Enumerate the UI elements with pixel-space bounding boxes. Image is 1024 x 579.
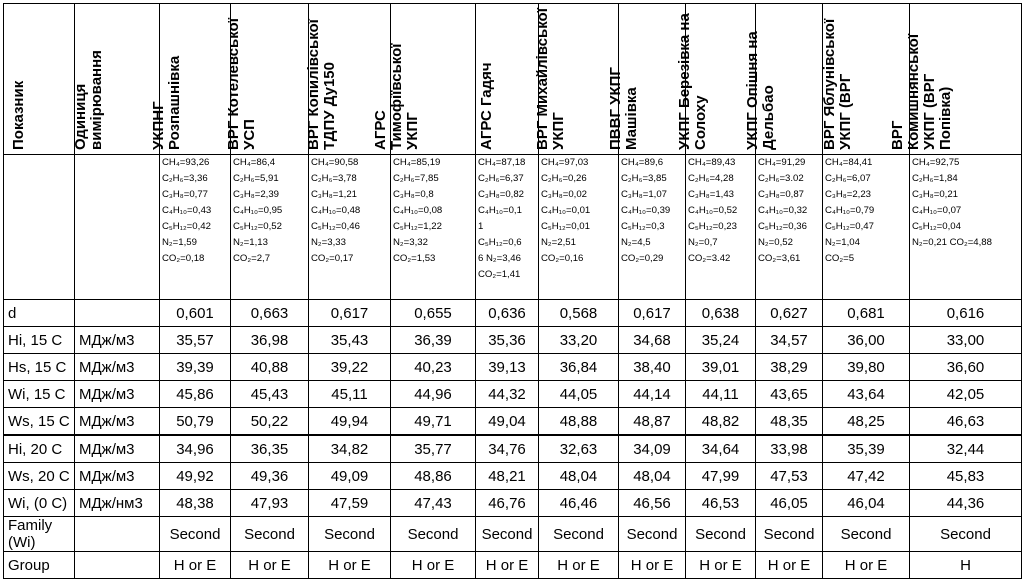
row-label: Hs, 15 C [4,354,75,381]
value-cell: 36,98 [231,327,309,354]
value-cell: 35,36 [476,327,539,354]
data-row [4,552,1022,579]
value-cell: 49,94 [309,408,391,436]
value-cell: 0,568 [539,300,619,327]
value-cell: 32,63 [539,435,619,463]
header-text: УКПГ Березівка на Солоху [675,13,709,150]
value-cell: H or E [309,552,391,579]
value-cell: H or E [756,552,823,579]
value-cell: H or E [619,552,686,579]
header-text: ВРГ Яблунівської УКПГ (ВРГ [821,18,854,150]
value-cell: 48,21 [476,463,539,490]
value-cell: 36,39 [391,327,476,354]
value-cell: 39,13 [476,354,539,381]
value-cell: 40,23 [391,354,476,381]
value-cell: Second [476,517,539,552]
value-cell: 34,09 [619,435,686,463]
value-cell: 0,655 [391,300,476,327]
value-cell: H or E [686,552,756,579]
value-cell: Second [619,517,686,552]
value-cell: 39,01 [686,354,756,381]
value-cell: 0,636 [476,300,539,327]
composition-text: CH₄=97,03 C₂H₆=0,26 C₃H₈=0,02 C₄H₁₀=0,01 C₅H₁₂=0,01 N₂=2,51 CO₂=0,16 [541,157,591,264]
value-cell: Second [391,517,476,552]
header-text: ВРГ Котелевської УСП [224,18,258,150]
value-cell: 35,39 [823,435,910,463]
value-cell: H or E [160,552,231,579]
value-cell: 39,39 [160,354,231,381]
value-cell: 45,43 [231,381,309,408]
value-cell: 36,00 [823,327,910,354]
value-cell: 0,617 [309,300,391,327]
value-cell: 43,65 [756,381,823,408]
data-row [4,408,1022,436]
value-cell: 49,09 [309,463,391,490]
header-text: УКПНГ Розпашнівка [150,55,183,150]
row-unit: МДж/м3 [75,327,160,354]
value-cell: Second [309,517,391,552]
value-cell: 46,56 [619,490,686,517]
row-unit [75,517,160,552]
value-cell: 47,53 [756,463,823,490]
data-row [4,463,1022,490]
data-row [4,381,1022,408]
value-cell: Second [823,517,910,552]
value-cell: 49,92 [160,463,231,490]
header-text: ВРГ Копилівської ТДПУ Ду150 [304,19,338,150]
header-unit [72,4,160,155]
value-cell: 39,22 [309,354,391,381]
composition-cell [686,155,756,300]
value-cell: 39,80 [823,354,910,381]
value-cell: 46,63 [910,408,1022,436]
value-cell: 34,76 [476,435,539,463]
value-cell: 44,32 [476,381,539,408]
value-cell: 34,68 [619,327,686,354]
composition-cell [309,155,391,300]
value-cell: 44,14 [619,381,686,408]
row-unit: МДж/м3 [75,408,160,436]
value-cell: 35,24 [686,327,756,354]
composition-text: CH₄=87,18 C₂H₆=6,37 C₃H₈=0,82 C₄H₁₀=0,1 1 C₅H₁₂=0,6 6 N₂=3,46 CO₂=1,41 [478,157,526,280]
value-cell: 44,05 [539,381,619,408]
value-cell: Second [160,517,231,552]
value-cell: 47,43 [391,490,476,517]
data-row [4,327,1022,354]
value-cell: 48,38 [160,490,231,517]
header-column [476,4,539,155]
value-cell: 0,627 [756,300,823,327]
value-cell: 48,04 [539,463,619,490]
composition-text: CH₄=89,43 C₂H₆=4,28 C₃H₈=1,43 C₄H₁₀=0,52 C₅H₁₂=0,23 N₂=0,7 CO₂=3.42 [688,157,738,264]
header-text: АГРС Гадяч [478,62,495,150]
row-label: Hi, 20 C [4,435,75,463]
value-cell: 34,82 [309,435,391,463]
value-cell: 48,35 [756,408,823,436]
empty-cell [75,155,160,300]
header-row [4,4,1022,155]
value-cell: 48,82 [686,408,756,436]
composition-cell [823,155,910,300]
row-unit [75,300,160,327]
header-text: ВРГ Комишнянської УКПГ (ВРГ Попівка) [888,33,954,150]
row-label: Ws, 15 C [4,408,75,436]
row-unit: МДж/нм3 [75,490,160,517]
composition-text: CH₄=84,41 C₂H₆=6,07 C₃H₈=2,23 C₄H₁₀=0,79 C₅H₁₂=0,47 N₂=1,04 CO₂=5 [825,157,875,264]
value-cell: Second [756,517,823,552]
row-label: Family (Wi) [4,517,75,552]
value-cell: 40,88 [231,354,309,381]
value-cell: 47,42 [823,463,910,490]
value-cell: H [910,552,1022,579]
value-cell: 45,83 [910,463,1022,490]
value-cell: Second [231,517,309,552]
header-text: ПВВГ УКПГ Машівка [607,67,640,150]
value-cell: H or E [391,552,476,579]
composition-text: CH₄=85,19 C₂H₆=7,85 C₃H₈=0,8 C₄H₁₀=0,08 C₅H₁₂=1,22 N₂=3,32 CO₂=1,53 [393,157,443,264]
empty-cell [4,155,75,300]
row-unit: МДж/м3 [75,463,160,490]
composition-cell [910,155,1022,300]
composition-cell [160,155,231,300]
value-cell: 47,59 [309,490,391,517]
value-cell: 45,11 [309,381,391,408]
value-cell: 36,35 [231,435,309,463]
header-text: ВРГ Михайлівської УКПГ [533,8,567,150]
header-column [224,4,309,155]
value-cell: 38,29 [756,354,823,381]
value-cell: 34,96 [160,435,231,463]
row-label: Wi, (0 C) [4,490,75,517]
value-cell: 46,76 [476,490,539,517]
value-cell: 33,20 [539,327,619,354]
value-cell: 0,663 [231,300,309,327]
value-cell: 42,05 [910,381,1022,408]
value-cell: 48,87 [619,408,686,436]
value-cell: 0,601 [160,300,231,327]
value-cell: 47,93 [231,490,309,517]
value-cell: 0,617 [619,300,686,327]
row-unit [75,552,160,579]
value-cell: 44,36 [910,490,1022,517]
value-cell: 38,40 [619,354,686,381]
header-indicator [4,4,75,155]
value-cell: 33,98 [756,435,823,463]
value-cell: 48,25 [823,408,910,436]
row-label: d [4,300,75,327]
row-label: Hi, 15 C [4,327,75,354]
value-cell: 50,79 [160,408,231,436]
header-column [744,4,823,155]
value-cell: 36,60 [910,354,1022,381]
value-cell: 34,57 [756,327,823,354]
value-cell: H or E [476,552,539,579]
data-row [4,435,1022,463]
value-cell: 45,86 [160,381,231,408]
value-cell: H or E [539,552,619,579]
value-cell: 36,84 [539,354,619,381]
data-row [4,490,1022,517]
composition-text: CH₄=90,58 C₂H₆=3,78 C₃H₈=1,21 C₄H₁₀=0,48 C₅H₁₂=0,46 N₂=3,33 CO₂=0,17 [311,157,361,264]
row-unit: МДж/м3 [75,354,160,381]
value-cell: H or E [823,552,910,579]
value-cell: 50,22 [231,408,309,436]
composition-text: CH₄=92,75 C₂H₆=1,84 C₃H₈=0,21 C₄H₁₀=0,07 C₅H₁₂=0,04 N₂=0,21 CO₂=4,88 [912,157,992,248]
composition-row [4,155,1022,300]
header-text: АГРС Тимофіївської УКПГ [372,43,421,150]
value-cell: 47,99 [686,463,756,490]
value-cell: Second [686,517,756,552]
value-cell: 35,57 [160,327,231,354]
value-cell: H or E [231,552,309,579]
row-label: Wi, 15 C [4,381,75,408]
composition-cell [476,155,539,300]
row-unit: МДж/м3 [75,381,160,408]
value-cell: Second [910,517,1022,552]
value-cell: 49,04 [476,408,539,436]
composition-cell [391,155,476,300]
header-column [888,4,1022,155]
value-cell: 48,86 [391,463,476,490]
data-row [4,300,1022,327]
composition-cell [539,155,619,300]
value-cell: 33,00 [910,327,1022,354]
value-cell: 49,71 [391,408,476,436]
value-cell: 48,88 [539,408,619,436]
value-cell: 46,05 [756,490,823,517]
value-cell: 44,96 [391,381,476,408]
row-label: Ws, 20 C [4,463,75,490]
value-cell: 48,04 [619,463,686,490]
composition-text: CH₄=91,29 C₂H₆=3.02 C₃H₈=0,87 C₄H₁₀=0,32 C₅H₁₂=0,36 N₂=0,52 CO₂=3,61 [758,157,808,264]
data-row [4,517,1022,552]
composition-text: CH₄=89,6 C₂H₆=3,85 C₃H₈=1,07 C₄H₁₀=0,39 C₅H₁₂=0,3 N₂=4,5 CO₂=0,29 [621,157,671,264]
header-column [150,4,231,155]
value-cell: 35,77 [391,435,476,463]
composition-text: CH₄=93,26 C₂H₆=3,36 C₃H₈=0,77 C₄H₁₀=0,43 C₅H₁₂=0,42 N₂=1,59 CO₂=0,18 [162,157,212,264]
value-cell: 46,46 [539,490,619,517]
value-cell: 35,43 [309,327,391,354]
composition-cell [231,155,309,300]
composition-cell [619,155,686,300]
value-cell: 0,616 [910,300,1022,327]
data-row [4,354,1022,381]
value-cell: 0,681 [823,300,910,327]
header-text: Показник [10,80,27,150]
composition-cell [756,155,823,300]
composition-text: CH₄=86,4 C₂H₆=5,91 C₃H₈=2,39 C₄H₁₀=0,95 C₅H₁₂=0,52 N₂=1,13 CO₂=2,7 [233,157,283,264]
header-column [372,4,476,155]
value-cell: Second [539,517,619,552]
value-cell: 44,11 [686,381,756,408]
header-text: УКПГ Опішня на Дельбао [744,31,777,150]
value-cell: 46,53 [686,490,756,517]
row-unit: МДж/м3 [75,435,160,463]
gas-parameters-table [3,3,1022,579]
value-cell: 0,638 [686,300,756,327]
row-label: Group [4,552,75,579]
value-cell: 43,64 [823,381,910,408]
header-text: Одиниця вимірювання [72,50,105,150]
value-cell: 34,64 [686,435,756,463]
value-cell: 32,44 [910,435,1022,463]
value-cell: 49,36 [231,463,309,490]
value-cell: 46,04 [823,490,910,517]
